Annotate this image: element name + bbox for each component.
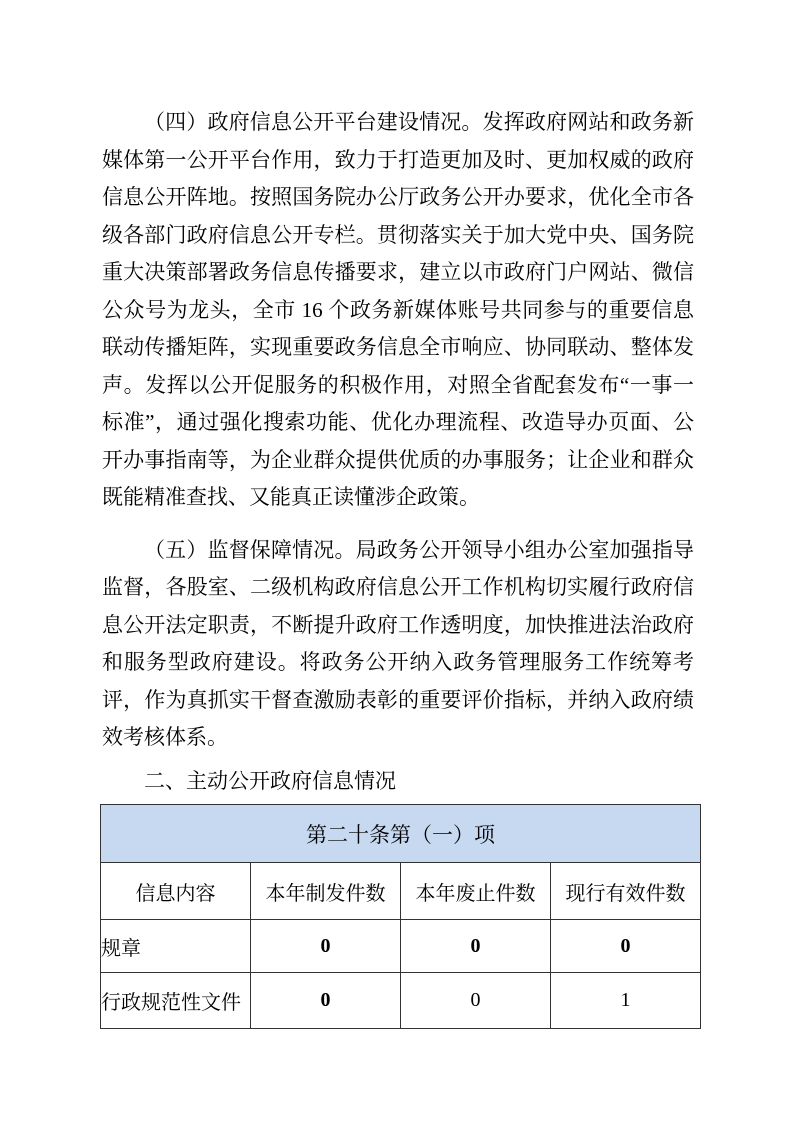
table-header-row (101, 863, 701, 920)
document-content (102, 104, 694, 1029)
paragraph-platform-construction: （四）政府信息公开平台建设情况。发挥政府网站和政务新媒体第一公开平台作用，致力于打造更加及时、更加权威的政府信息公开阵地。按照国务院办公厅政务公开办要求，优化全市各级各部门政府信息公开专栏。贯彻落实关于加大党中央、国务院重大决策部署政务信息传播要求，建立以市政府门户网站、微信公众号为龙头，全市 16 个政务新媒体账号共同参与的重要信息联动传播矩阵，实现重要政务信息全市响应、协同联动、整体发声。发挥以公开促服务的积极作用，对照全省配套发布“一事一标准”，通过强化搜索功能、优化办理流程、改造导办页面、公开办事指南等，为企业群众提供优质的办事服务；让企业和群众既能精准查找、又能真正读懂涉企政策。 (102, 110, 694, 509)
column-header-abolished-this-year: 本年废止件数 (401, 863, 551, 920)
cell-normative-abolished: 0 (401, 973, 551, 1029)
column-header-currently-valid: 现行有效件数 (551, 863, 701, 920)
table-title-row (101, 805, 701, 863)
cell-normative-issued: 0 (251, 973, 401, 1029)
cell-regulations-valid: 0 (551, 920, 701, 973)
table-title: 第二十条第（一）项 (101, 805, 701, 863)
cell-regulations-abolished: 0 (401, 920, 551, 973)
paragraph-supervision-guarantee: （五）监督保障情况。局政务公开领导小组办公室加强指导监督，各股室、二级机构政府信息公开工作机构切实履行政府信息公开法定职责，不断提升政府工作透明度，加快推进法治政府和服务型政府建设。将政务公开纳入政务管理服务工作统筹考评，作为真抓实干督查激励表彰的重要评价指标，并纳入政府绩效考核体系。 (102, 537, 694, 749)
disclosure-statistics-table (100, 804, 701, 1029)
column-header-issued-this-year: 本年制发件数 (251, 863, 401, 920)
table-row-normative-documents (101, 973, 701, 1029)
row-label-regulations: 规章 (101, 920, 251, 973)
table-row-regulations (101, 920, 701, 973)
row-label-normative-documents: 行政规范性文件 (101, 973, 251, 1029)
cell-normative-valid: 1 (551, 973, 701, 1029)
cell-regulations-issued: 0 (251, 920, 401, 973)
section-heading-active-disclosure: 二、主动公开政府信息情况 (144, 768, 396, 793)
column-header-info-content: 信息内容 (101, 863, 251, 920)
